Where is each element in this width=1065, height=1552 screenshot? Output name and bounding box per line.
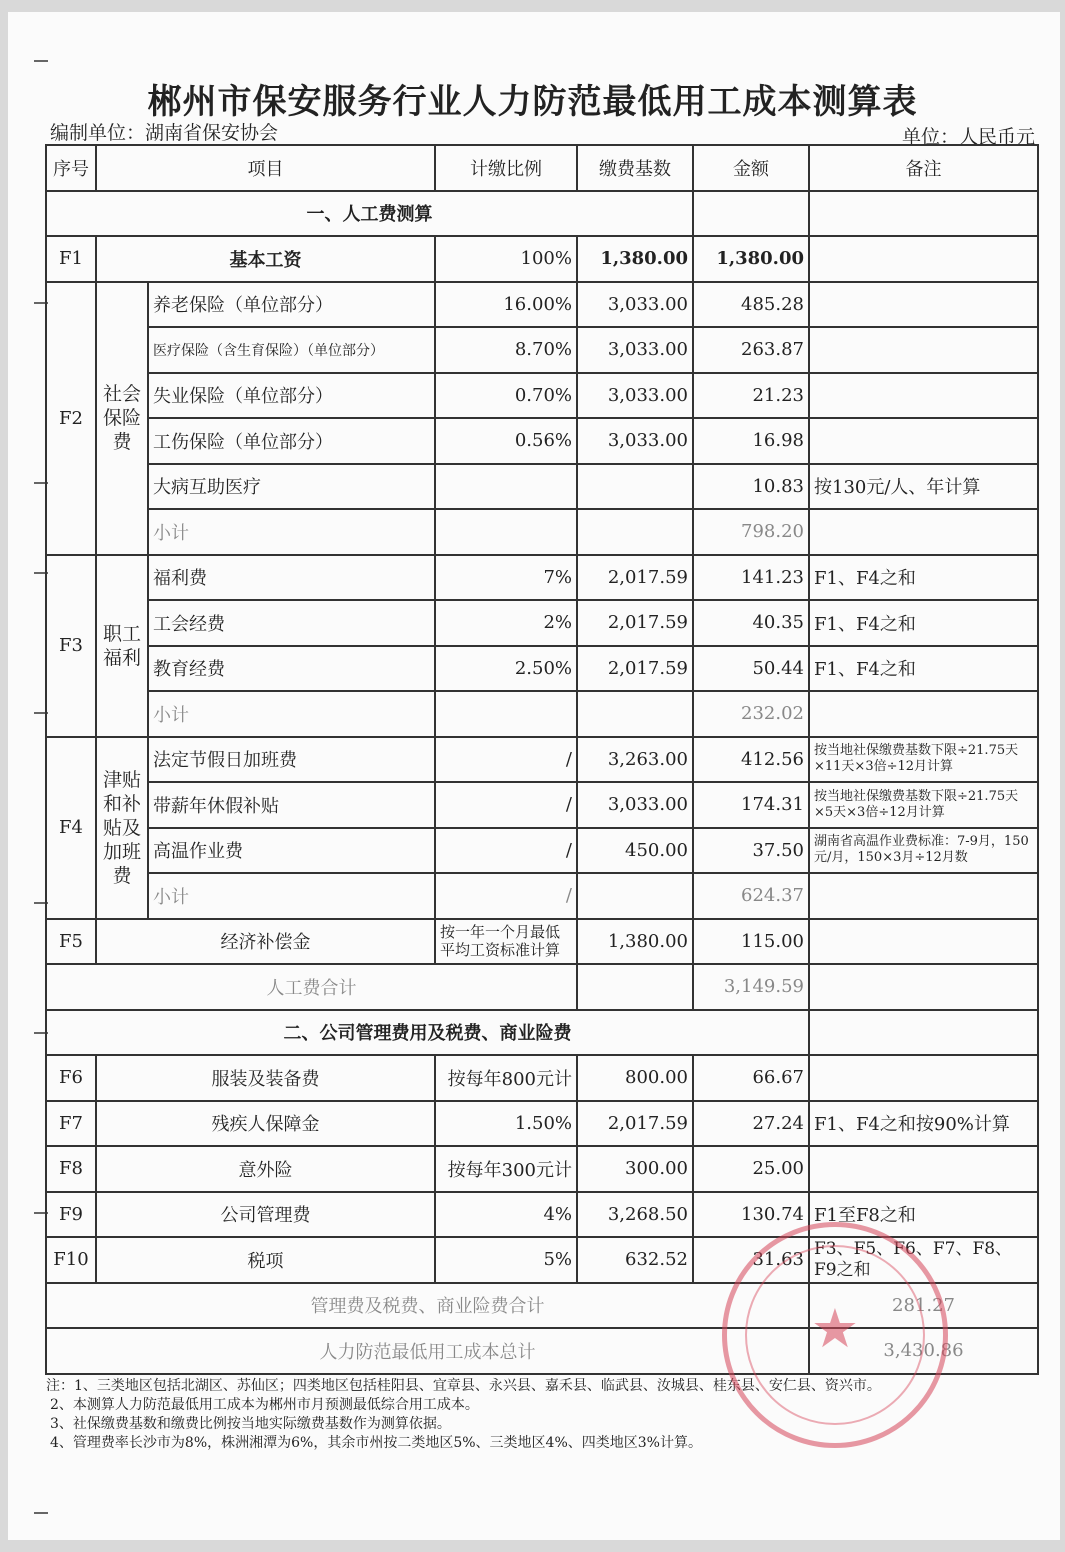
row-remark: F1、F4之和 [809,600,1038,646]
row-no: F9 [46,1192,96,1238]
row-rate: 16.00% [435,282,577,328]
row-base: 300.00 [577,1146,693,1192]
row-item: 小计 [148,691,435,737]
row-rate: 0.56% [435,418,577,464]
document-title: 郴州市保安服务行业人力防范最低用工成本测算表 [147,82,918,122]
row-rate: 按一年一个月最低平均工资标准计算 [435,919,577,965]
subtotal-row [46,691,1038,737]
table-row [46,236,1038,282]
row-remark: F1、F4之和按90%计算 [809,1101,1038,1147]
row-item: 工伤保险（单位部分） [148,418,435,464]
total-row [46,1283,1038,1329]
row-item: 公司管理费 [96,1192,435,1238]
subtotal-row [46,509,1038,555]
row-no: F4 [46,737,96,919]
row-base: 1,380.00 [577,236,693,282]
row-amount: 174.31 [693,782,809,828]
table-row [46,418,1038,464]
row-rate: 1.50% [435,1101,577,1147]
row-remark [809,873,1038,919]
row-remark: F1、F4之和 [809,646,1038,692]
row-item: 教育经费 [148,646,435,692]
row-base [577,873,693,919]
row-amount: 1,380.00 [693,236,809,282]
row-remark [809,919,1038,965]
mgmt-total-amount: 281.27 [809,1283,1038,1329]
header-item: 项目 [96,145,435,191]
row-remark [809,282,1038,328]
cost-table [45,144,1039,1375]
table-row [46,1055,1038,1101]
row-remark [809,418,1038,464]
group-label: 职工福利 [96,555,148,737]
row-base: 3,033.00 [577,782,693,828]
row-base [577,691,693,737]
section-row [46,191,1038,237]
table-row [46,282,1038,328]
unit-label: 单位：人民币元 [901,126,1035,148]
header-remark: 备注 [809,145,1038,191]
row-item: 残疾人保障金 [96,1101,435,1147]
table-row [46,1101,1038,1147]
row-base: 3,033.00 [577,282,693,328]
row-rate: / [435,737,577,783]
table-row [46,646,1038,692]
row-rate: 0.70% [435,373,577,419]
table-row [46,555,1038,601]
row-base: 3,033.00 [577,418,693,464]
table-row [46,1192,1038,1238]
row-rate: / [435,782,577,828]
header-no: 序号 [46,145,96,191]
row-amount: 10.83 [693,464,809,510]
row-remark [809,509,1038,555]
table-row [46,919,1038,965]
row-amount: 16.98 [693,418,809,464]
group-label: 社会保险费 [96,282,148,555]
row-remark: 湖南省高温作业费标准：7-9月，150元/月，150×3月÷12月数 [809,828,1038,874]
header-rate: 计缴比例 [435,145,577,191]
row-remark [809,1055,1038,1101]
row-item: 医疗保险（含生育保险）（单位部分） [148,327,435,373]
footnotes [46,1377,1036,1453]
row-item: 福利费 [148,555,435,601]
row-rate: 4% [435,1192,577,1238]
row-rate: 5% [435,1237,577,1283]
row-base: 3,268.50 [577,1192,693,1238]
row-no: F10 [46,1237,96,1283]
row-amount: 141.23 [693,555,809,601]
row-amount: 25.00 [693,1146,809,1192]
row-no: F5 [46,919,96,965]
row-base [577,464,693,510]
row-rate: 2% [435,600,577,646]
row-rate [435,509,577,555]
table-row [46,737,1038,783]
row-amount: 50.44 [693,646,809,692]
row-remark: F3、F5、F6、F7、F8、F9之和 [809,1237,1038,1283]
labor-total-label: 人工费合计 [46,964,577,1010]
row-rate: / [435,828,577,874]
row-item: 基本工资 [96,236,435,282]
table-row [46,782,1038,828]
row-rate: 7% [435,555,577,601]
row-amount: 624.37 [693,873,809,919]
table-row [46,327,1038,373]
footnote: 注：1、三类地区包括北湖区、苏仙区；四类地区包括桂阳县、宜章县、永兴县、嘉禾县、临武县、汝城县、桂东县、安仁县、资兴市。 [46,1378,881,1394]
row-base: 800.00 [577,1055,693,1101]
row-remark [809,327,1038,373]
row-item: 经济补偿金 [96,919,435,965]
row-item: 失业保险（单位部分） [148,373,435,419]
row-remark [809,691,1038,737]
row-amount: 232.02 [693,691,809,737]
labor-total-amount: 3,149.59 [693,964,809,1010]
row-item: 意外险 [96,1146,435,1192]
table-row [46,600,1038,646]
table-row [46,1237,1038,1283]
row-remark [809,236,1038,282]
grand-total-label: 人力防范最低用工成本总计 [46,1328,809,1374]
row-base: 2,017.59 [577,646,693,692]
row-item: 法定节假日加班费 [148,737,435,783]
row-amount: 115.00 [693,919,809,965]
row-base: 3,033.00 [577,327,693,373]
row-rate: 8.70% [435,327,577,373]
subtotal-row [46,873,1038,919]
row-item: 高温作业费 [148,828,435,874]
row-item: 小计 [148,873,435,919]
section-title: 一、人工费测算 [46,191,693,237]
row-rate [435,464,577,510]
row-base: 2,017.59 [577,1101,693,1147]
row-base: 1,380.00 [577,919,693,965]
row-remark: 按当地社保缴费基数下限÷21.75天×11天×3倍÷12月计算 [809,737,1038,783]
row-no: F3 [46,555,96,737]
grand-total-amount: 3,430.86 [809,1328,1038,1374]
row-rate: 2.50% [435,646,577,692]
row-amount: 263.87 [693,327,809,373]
row-rate: / [435,873,577,919]
footnote: 2、本测算人力防范最低用工成本为郴州市月预测最低综合用工成本。 [50,1397,479,1413]
row-amount: 40.35 [693,600,809,646]
row-item: 工会经费 [148,600,435,646]
row-rate: 按每年300元计 [435,1146,577,1192]
footnote: 4、管理费率长沙市为8%，株洲湘潭为6%，其余市州按二类地区5%、三类地区4%、四类地区3%计算。 [50,1435,702,1451]
row-base: 450.00 [577,828,693,874]
row-amount: 27.24 [693,1101,809,1147]
total-row [46,1328,1038,1374]
row-amount: 21.23 [693,373,809,419]
section-title: 二、公司管理费用及税费、商业险费 [46,1010,809,1056]
row-amount: 798.20 [693,509,809,555]
row-remark: 按130元/人、年计算 [809,464,1038,510]
row-amount: 130.74 [693,1192,809,1238]
footnote: 3、社保缴费基数和缴费比例按当地实际缴费基数作为测算依据。 [50,1416,451,1432]
row-base: 3,033.00 [577,373,693,419]
table-row [46,828,1038,874]
row-item: 小计 [148,509,435,555]
section-row [46,1010,1038,1056]
row-no: F2 [46,282,96,555]
row-base: 632.52 [577,1237,693,1283]
row-amount: 485.28 [693,282,809,328]
table-row [46,373,1038,419]
total-row [46,964,1038,1010]
table-row [46,1146,1038,1192]
row-no: F7 [46,1101,96,1147]
row-item: 养老保险（单位部分） [148,282,435,328]
table-row [46,464,1038,510]
row-amount: 31.63 [693,1237,809,1283]
row-no: F8 [46,1146,96,1192]
row-remark: F1至F8之和 [809,1192,1038,1238]
row-remark [809,1146,1038,1192]
row-base: 2,017.59 [577,600,693,646]
compiler-label: 编制单位：湖南省保安协会 [50,122,279,144]
row-remark: F1、F4之和 [809,555,1038,601]
group-label: 津贴和补贴及加班费 [96,737,148,919]
header-amount: 金额 [693,145,809,191]
row-remark [809,373,1038,419]
row-item: 税项 [96,1237,435,1283]
row-rate: 按每年800元计 [435,1055,577,1101]
row-amount: 412.56 [693,737,809,783]
row-item: 带薪年休假补贴 [148,782,435,828]
row-remark: 按当地社保缴费基数下限÷21.75天×5天×3倍÷12月计算 [809,782,1038,828]
row-base [577,509,693,555]
row-amount: 37.50 [693,828,809,874]
row-rate: 100% [435,236,577,282]
mgmt-total-label: 管理费及税费、商业险费合计 [46,1283,809,1329]
star-icon: ★ [810,1297,860,1360]
row-rate [435,691,577,737]
row-amount: 66.67 [693,1055,809,1101]
row-item: 服装及装备费 [96,1055,435,1101]
row-no: F1 [46,236,96,282]
row-no: F6 [46,1055,96,1101]
row-base: 3,263.00 [577,737,693,783]
header-base: 缴费基数 [577,145,693,191]
row-item: 大病互助医疗 [148,464,435,510]
row-base: 2,017.59 [577,555,693,601]
table-header-row [46,145,1038,191]
